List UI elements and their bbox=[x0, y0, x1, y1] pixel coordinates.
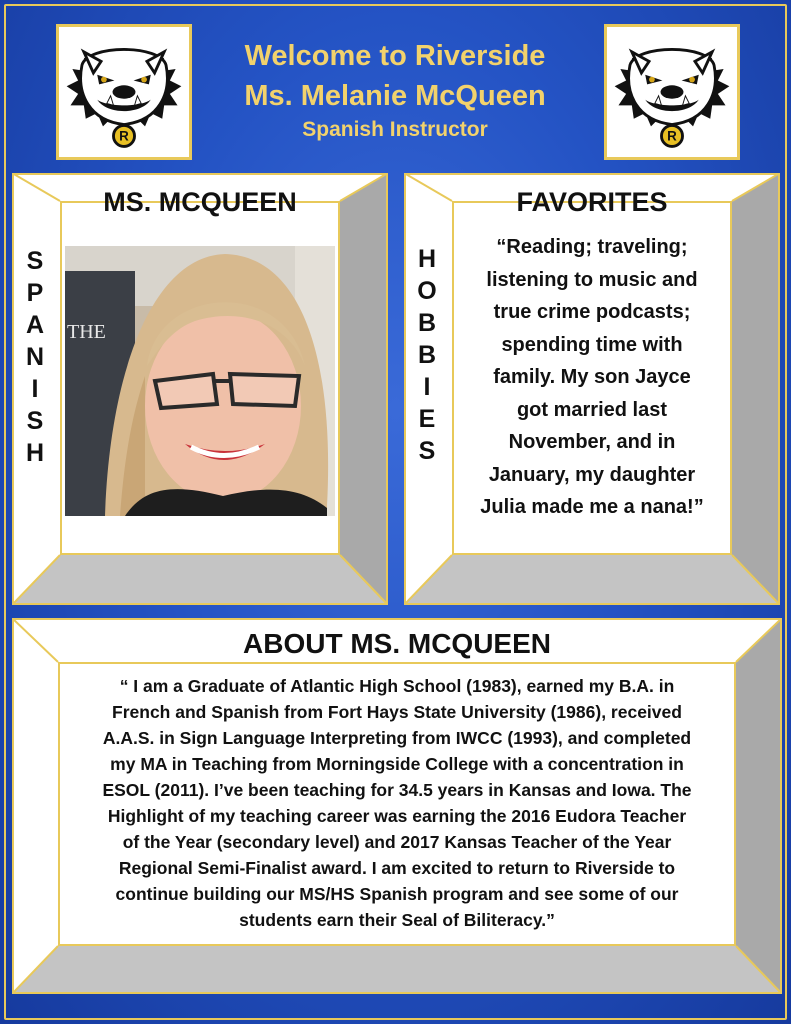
text-line: my MA in Teaching from Morningside College with a concentration in bbox=[110, 754, 684, 774]
vertical-letter: S bbox=[26, 247, 44, 275]
about-panel bbox=[12, 618, 782, 994]
text-line: listening to music and bbox=[486, 268, 698, 291]
background-sign-text: THE bbox=[67, 321, 106, 343]
text-line: continue building our MS/HS Spanish program and see some of our bbox=[115, 884, 679, 904]
teacher-name: Ms. Melanie McQueen bbox=[244, 80, 546, 112]
bulldog-mascot-icon bbox=[607, 27, 737, 157]
bulldog-logo-left bbox=[56, 24, 192, 160]
text-line: family. My son Jayce bbox=[493, 366, 691, 388]
text-line: of the Year (secondary level) and 2017 Kansas Teacher of the Year bbox=[122, 832, 672, 852]
text-line: “ I am a Graduate of Atlantic High School (1983), earned my B.A. in bbox=[119, 676, 675, 696]
text-line: Highlight of my teaching career was earning the 2016 Eudora Teacher bbox=[107, 806, 687, 826]
favorites-panel bbox=[404, 173, 780, 605]
text-line: Regional Semi-Finalist award. I am excited to return to Riverside to bbox=[118, 858, 676, 878]
vertical-letter: H bbox=[25, 439, 45, 467]
welcome-heading: Welcome to Riverside bbox=[244, 40, 546, 72]
logo-letter: R bbox=[667, 128, 677, 144]
vertical-letter: N bbox=[25, 343, 45, 371]
text-line: January, my daughter bbox=[488, 463, 696, 486]
vertical-letter: E bbox=[418, 405, 436, 433]
text-line: A.A.S. in Sign Language Interpreting from IWCC (1993), and completed bbox=[102, 728, 692, 748]
text-line: students earn their Seal of Biliteracy.” bbox=[239, 910, 555, 930]
vertical-letter: B bbox=[417, 341, 437, 369]
profile-panel bbox=[12, 173, 388, 605]
text-line: true crime podcasts; bbox=[493, 301, 691, 323]
favorites-text bbox=[456, 231, 728, 524]
favorites-title: FAVORITES bbox=[516, 187, 668, 217]
teacher-photo bbox=[65, 246, 335, 516]
vertical-letter: O bbox=[417, 277, 437, 305]
profile-title: MS. MCQUEEN bbox=[103, 187, 297, 217]
vertical-letter: S bbox=[26, 407, 44, 435]
about-title: ABOUT MS. MCQUEEN bbox=[243, 628, 551, 659]
vertical-letter: I bbox=[31, 375, 39, 403]
teacher-role: Spanish Instructor bbox=[302, 118, 488, 141]
text-line: spending time with bbox=[501, 333, 683, 356]
bulldog-logo-right bbox=[604, 24, 740, 160]
text-line: Julia made me a nana!” bbox=[480, 496, 704, 518]
hobbies-vertical-label bbox=[410, 243, 444, 467]
bulldog-mascot-icon bbox=[59, 27, 189, 157]
text-line: ESOL (2011). I’ve been teaching for 34.5 years in Kansas and Iowa. The bbox=[102, 780, 692, 800]
vertical-letter: S bbox=[418, 437, 436, 465]
spanish-vertical-label bbox=[18, 245, 52, 469]
vertical-letter: H bbox=[417, 245, 437, 273]
text-line: got married last bbox=[516, 398, 668, 421]
vertical-letter: P bbox=[26, 279, 44, 307]
vertical-letter: B bbox=[417, 309, 437, 337]
vertical-letter: I bbox=[423, 373, 431, 401]
vertical-letter: A bbox=[25, 311, 45, 339]
text-line: “Reading; traveling; bbox=[496, 236, 688, 258]
text-line: November, and in bbox=[508, 431, 676, 453]
about-text bbox=[52, 673, 742, 933]
logo-letter: R bbox=[119, 128, 129, 144]
portrait-illustration bbox=[65, 246, 335, 516]
text-line: French and Spanish from Fort Hays State University (1986), received bbox=[112, 702, 682, 722]
